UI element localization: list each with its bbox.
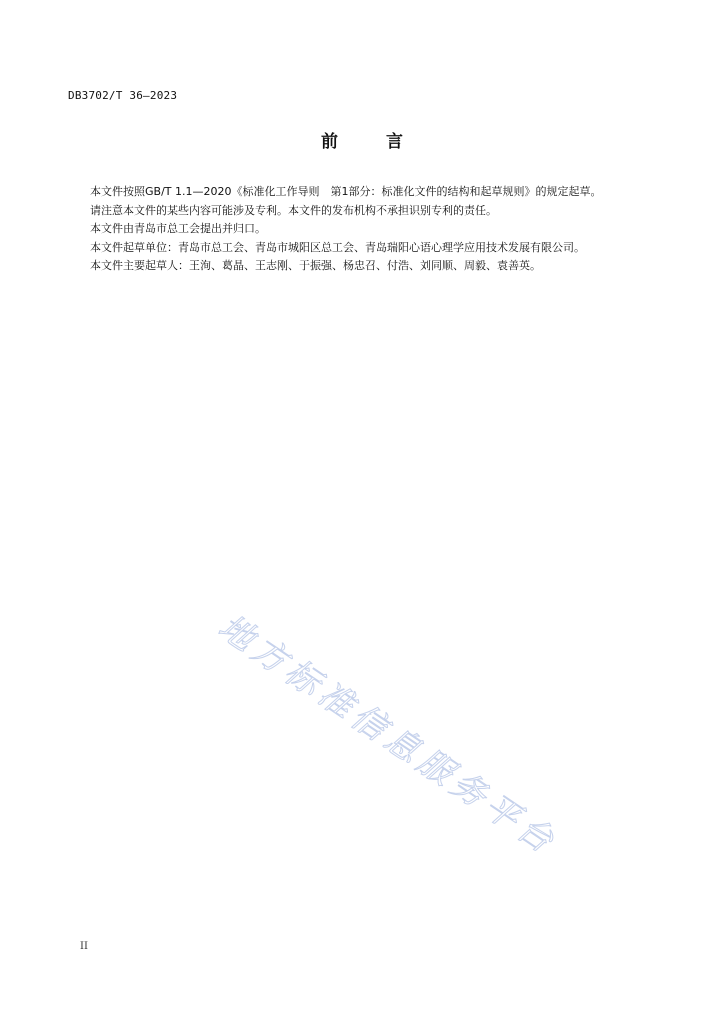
paragraph-patent-notice: 请注意本文件的某些内容可能涉及专利。本文件的发布机构不承担识别专利的责任。 (90, 203, 497, 217)
paragraph-proposer: 本文件由青岛市总工会提出并归口。 (90, 222, 266, 236)
paragraph-drafting-units: 本文件起草单位：青岛市总工会、青岛市城阳区总工会、青岛瑞阳心语心理学应用技术发展有限公司。 (90, 240, 585, 254)
paragraph-drafting-rules: 本文件按照GB/T 1.1—2020《标准化工作导则 第1部分：标准化文件的结构和起草规则》的规定起草。 (90, 185, 602, 198)
foreword-body (68, 183, 642, 276)
document-code: DB3702/T 36—2023 (68, 89, 178, 102)
paragraph-drafters: 本文件主要起草人：王洵、葛晶、王志刚、于振强、杨忠召、付浩、刘同顺、周毅、袁善英。 (90, 259, 541, 273)
title-char-2: 言 (385, 132, 403, 152)
page-title (0, 127, 724, 152)
watermark: 地方标准信息服务平台 (211, 606, 566, 864)
title-char-1: 前 (321, 132, 339, 152)
page-number: II (80, 941, 88, 952)
